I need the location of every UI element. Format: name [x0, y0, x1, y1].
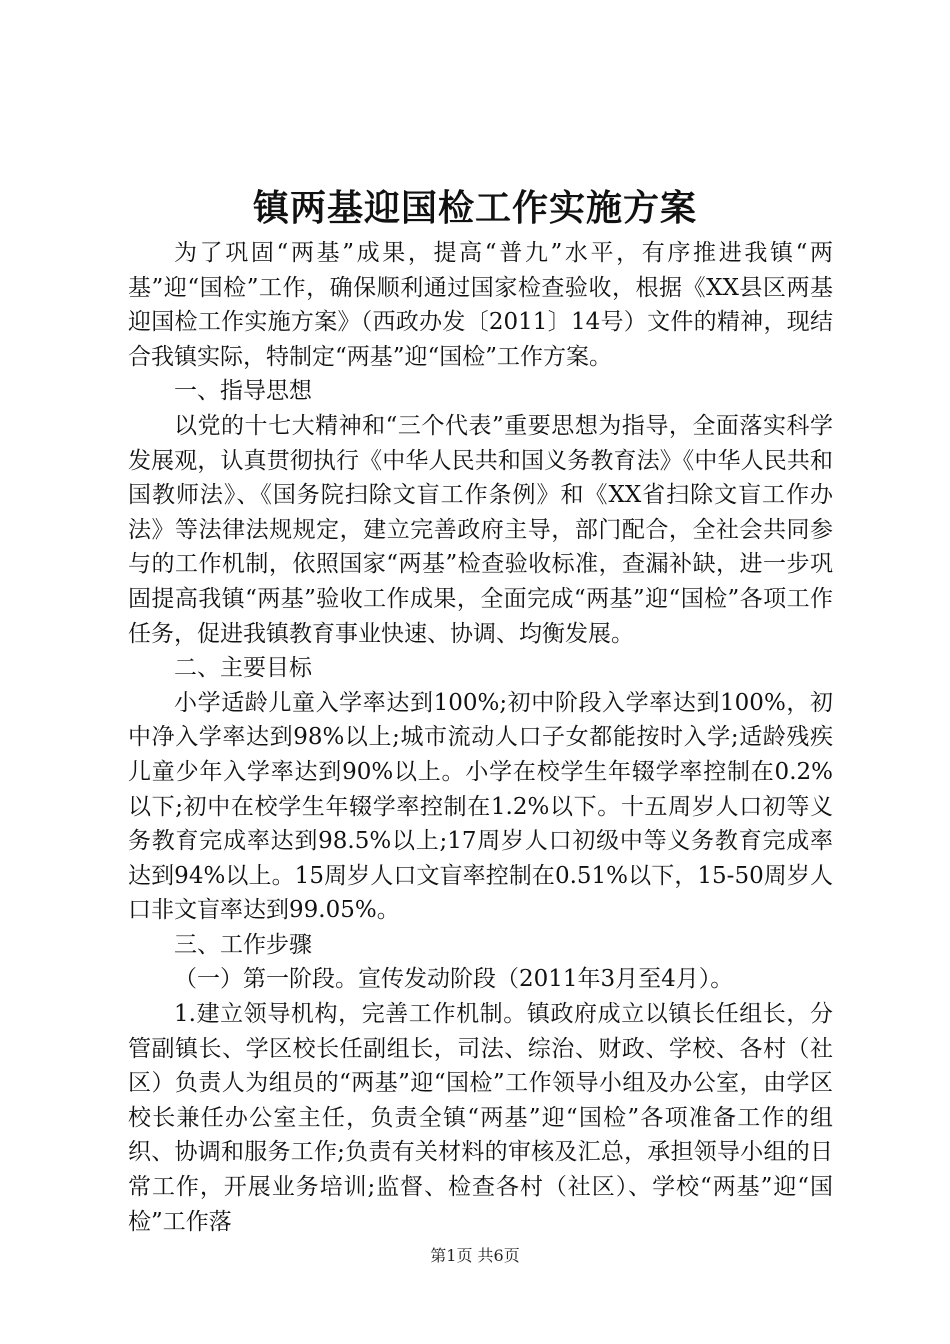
section-heading-main-goals: 二、主要目标: [174, 655, 312, 682]
guiding-ideology-paragraph: 以党的十七大精神和“三个代表”重要思想为指导，全面落实科学发展观，认真贯彻执行《中华人民共和国义务教育法》《中华人民共和国教师法》、《国务院扫除文盲工作条例》和《XX省扫除文盲工作办法》等法律法规规定，建立完善政府主导，部门配合，全社会共同参与的工作机制，依照国家“两基”检查验收标准，查漏补缺，进一步巩固提高我镇“两基”验收工作成果，全面完成“两基”迎“国检”各项工作任务，促进我镇教育事业快速、协调、均衡发展。: [128, 412, 833, 647]
section-heading-work-steps: 三、工作步骤: [174, 931, 312, 958]
step-one-paragraph: 1.建立领导机构，完善工作机制。镇政府成立以镇长任组长，分管副镇长、学区校长任副组长，司法、综治、财政、学校、各村（社区）负责人为组员的“两基”迎“国检”工作领导小组及办公室，由学区校长兼任办公室主任，负责全镇“两基”迎“国检”各项准备工作的组织、协调和服务工作;负责有关材料的审核及汇总，承担领导小组的日常工作，开展业务培训;监督、检查各村（社区）、学校“两基”迎“国检”工作落: [128, 1001, 833, 1235]
phase-one-heading: （一）第一阶段。宣传发动阶段（2011年3月至4月）。: [174, 966, 734, 993]
page-footer: 第1页 共6页: [430, 1246, 520, 1265]
main-goals-paragraph: 小学适龄儿童入学率达到100%;初中阶段入学率达到100%，初中净入学率达到98%以上;城市流动人口子女都能按时入学;适龄残疾儿童少年入学率达到90%以上。小学在校学生年辍学率控制在0.2%以下;初中在校学生年辍学率控制在1.2%以下。十五周岁人口初等义务教育完成率达到98.5%以上;17周岁人口初级中等义务教育完成率达到94%以上。15周岁人口文盲率控制在0.51%以下，15-50周岁人口非文盲率达到99.05%。: [128, 689, 833, 924]
section-heading-guiding-ideology: 一、指导思想: [174, 378, 312, 405]
document-title: 镇两基迎国检工作实施方案: [252, 187, 697, 229]
document-body: [128, 236, 833, 1239]
intro-paragraph: 为了巩固“两基”成果，提高“普九”水平，有序推进我镇“两基”迎“国检”工作，确保顺利通过国家检查验收，根据《XX县区两基迎国检工作实施方案》（西政办发〔2011〕14号）文件的精神，现结合我镇实际，特制定“两基”迎“国检”工作方案。: [128, 240, 833, 370]
